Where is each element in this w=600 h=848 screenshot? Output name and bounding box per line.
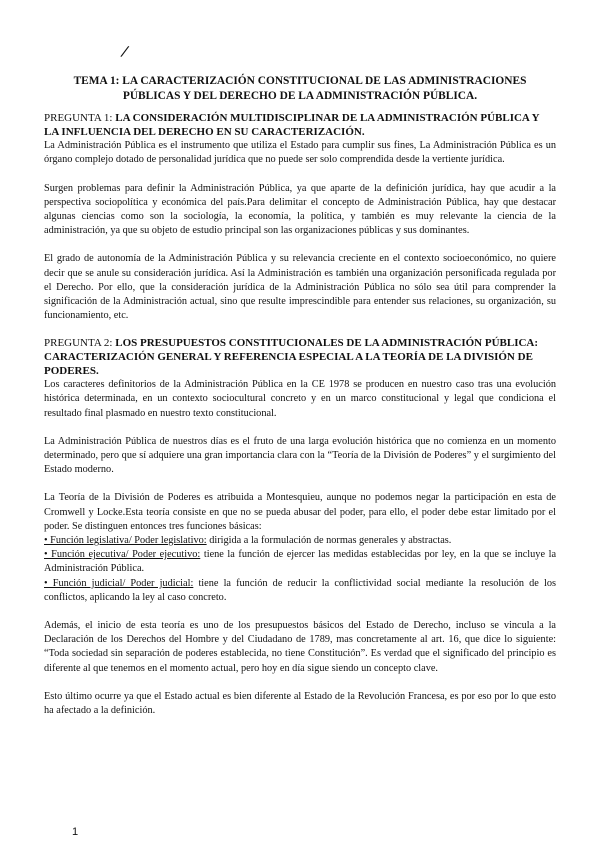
- list-item-legislative: [44, 534, 556, 548]
- paragraph: La Administración Pública es el instrumento que utiliza el Estado para cumplir sus fines, La Administración Pública es un órgano complejo dotado de personalidad jurídica que no puede ser solo comprendida desde la vertiente jurídica.: [44, 140, 556, 166]
- question-1-heading: [44, 112, 556, 139]
- list-item-term: • Función ejecutiva/ Poder ejecutivo:: [44, 549, 201, 561]
- question-2-title: LOS PRESUPUESTOS CONSTITUCIONALES DE LA ADMINISTRACIÓN PÚBLICA: CARACTERIZACIÓN GENERAL Y REFERENCIA ESPECIAL A LA TEORÍA DE LA DIVISIÓN DE PODERES.: [44, 337, 539, 377]
- list-item-desc: tiene la función de reducir la conflictividad social mediante la resolución de los conflictos, aplicando la ley al caso concreto.: [44, 577, 556, 603]
- question-2-label: PREGUNTA 2:: [44, 337, 116, 350]
- paragraph: La Administración Pública de nuestros días es el fruto de una larga evolución histórica que no comienza en un momento determinado, pero que sí adquiere una gran importancia clara con la “Teoría de la División de Poderes” y el surgimiento del Estado moderno.: [44, 435, 556, 476]
- margin-mark: /: [120, 43, 129, 62]
- paragraph: Además, el inicio de esta teoría es uno de los presupuestos básicos del Estado de Derecho, incluso se vincula a la Declaración de los Derechos del Hombre y del Ciudadano de 1789, mas concretamente al art. 16, que dice lo siguiente: “Toda sociedad sin separación de poderes establecida, no tiene Constitución”. Es verdad que el significado del principio es diferente al que tenemos en el momento actual, pero hoy en día sigue siendo un concepto clave.: [44, 620, 556, 674]
- list-item-desc: dirigida a la formulación de normas generales y abstractas.: [206, 535, 452, 547]
- question-1-label: PREGUNTA 1:: [44, 112, 116, 124]
- paragraph: Los caracteres definitorios de la Administración Pública en la CE 1978 se producen en nuestro caso tras una evolución histórica determinada, en un contexto sociocultural concreto y en un marco constitucional y legal que condiciona el resultado final plasmado en nuestro texto constitucional.: [44, 379, 556, 419]
- list-item-term: • Función legislativa/ Poder legislativo:: [44, 535, 207, 547]
- question-2-heading: [44, 337, 556, 378]
- list-item-judicial: [44, 577, 556, 605]
- list-item-term: • Función judicial/ Poder judicial:: [44, 577, 194, 589]
- paragraph: La Teoría de la División de Poderes es atribuida a Montesquieu, aunque no podemos negar la participación en esta de Cromwell y Locke.Esta teoría consiste en que no se pueda abusar del poder, para ello, el poder debe estar limitado por el poder. Se distinguen entonces tres funciones básicas:: [44, 492, 556, 532]
- document-body: [44, 112, 556, 732]
- paragraph: Esto último ocurre ya que el Estado actual es bien diferente al Estado de la Revolución Francesa, es por eso por lo que esto ha afectado a la definición.: [44, 690, 556, 717]
- paragraph: El grado de autonomía de la Administración Pública y su relevancia creciente en el contexto socioeconómico, no quiere decir que se anule su consideración jurídica. Así la Administración es también una organización personificada regulada por el Derecho. Por ello, que la consideración jurídica de la Administración Pública no sólo sea útil para comprender la significación de la Administración actual, sino que resulte imprescindible para entender sus relaciones, su organización, su funcionamiento, etc.: [44, 253, 556, 322]
- page-number: 1: [72, 826, 79, 838]
- paragraph: Surgen problemas para definir la Administración Pública, ya que aparte de la definición jurídica, hay que acudir a la perspectiva sociopolítica y económica del país.Para delimitar el concepto de Administración Pública, hay que destacar algunas ciencias como son la sociología, la economía, la política, y también es muy relevante la ciencia de la administración, ya que su objeto de estudio principal son las organizaciones públicas y sus dominantes.: [44, 182, 556, 237]
- list-item-desc: tiene la función de ejercer las medidas establecidas por ley, en la que se incluye la Administración Pública.: [44, 549, 557, 575]
- list-item-executive: [44, 548, 556, 576]
- document-title: TEMA 1: LA CARACTERIZACIÓN CONSTITUCIONAL DE LAS ADMINISTRACIONES PÚBLICAS Y DEL DERECHO DE LA ADMINISTRACIÓN PÚBLICA.: [73, 75, 527, 102]
- question-1-title: LA CONSIDERACIÓN MULTIDISCIPLINAR DE LA ADMINISTRACIÓN PÚBLICA Y LA INFLUENCIA DEL DERECHO EN SU CARACTERIZACIÓN.: [44, 112, 540, 138]
